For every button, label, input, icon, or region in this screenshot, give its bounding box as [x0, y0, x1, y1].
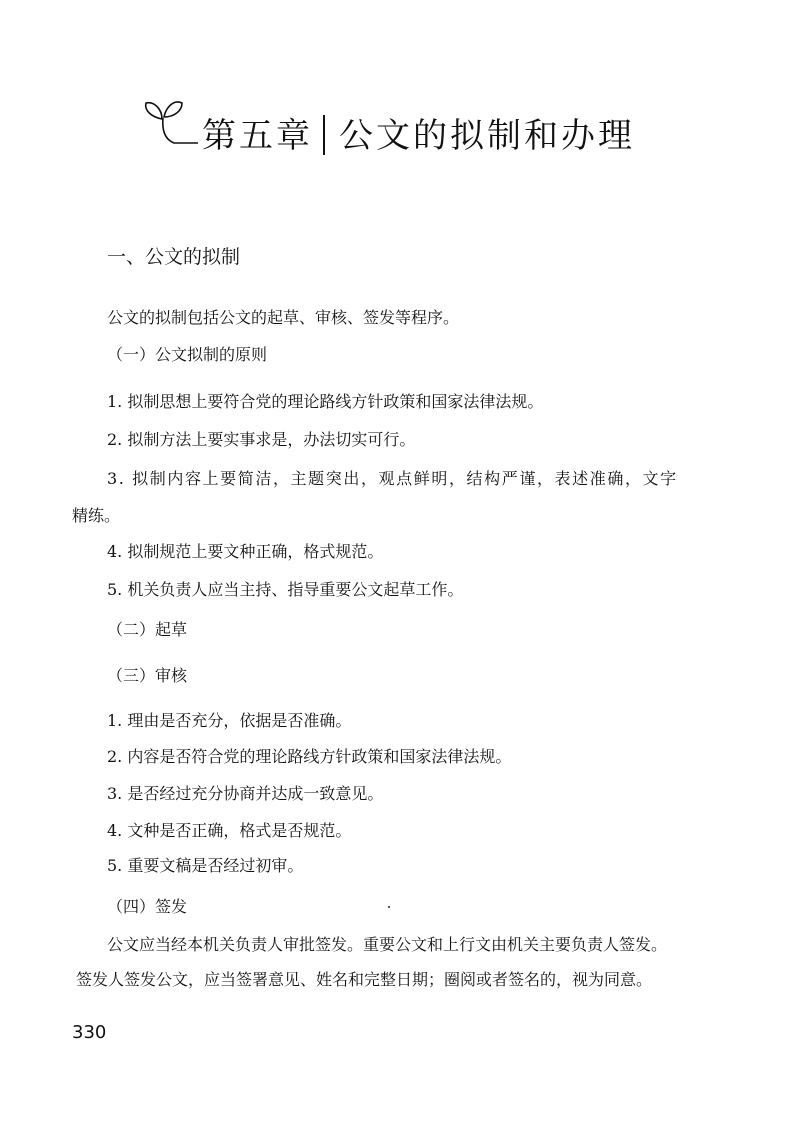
- principle-item: 4. 拟制规范上要文种正确，格式规范。: [107, 542, 384, 561]
- chapter-header: [140, 95, 700, 175]
- review-heading: （三）审核: [107, 666, 188, 685]
- principle-item: 3. 拟制内容上要简洁，主题突出，观点鲜明，结构严谨，表述准确，文字: [107, 469, 678, 488]
- scan-speck: [388, 906, 390, 908]
- title-divider: [323, 115, 325, 155]
- review-item: 1. 理由是否充分，依据是否准确。: [107, 711, 352, 730]
- review-item: 4. 文种是否正确，格式是否规范。: [107, 821, 352, 840]
- principle-item: 5. 机关负责人应当主持、指导重要公文起草工作。: [107, 580, 464, 599]
- sprout-icon: [140, 95, 202, 155]
- chapter-subtitle: 公文的拟制和办理: [339, 116, 635, 156]
- chapter-title: [202, 115, 635, 155]
- signing-paragraph-line: 公文应当经本机关负责人审批签发。重要公文和上行文由机关主要负责人签发。: [107, 935, 668, 954]
- signing-heading: （四）签发: [107, 897, 188, 916]
- principle-item-continued: 精练。: [72, 506, 121, 525]
- principle-item: 1. 拟制思想上要符合党的理论路线方针政策和国家法律法规。: [107, 392, 544, 411]
- chapter-number: 第五章: [202, 116, 313, 156]
- principle-item: 2. 拟制方法上要实事求是，办法切实可行。: [107, 430, 416, 449]
- page-number: 330: [72, 1022, 107, 1043]
- signing-paragraph-line: 签发人签发公文，应当签署意见、姓名和完整日期；圈阅或者签名的，视为同意。: [76, 970, 653, 989]
- review-item: 5. 重要文稿是否经过初审。: [107, 856, 304, 875]
- review-item: 2. 内容是否符合党的理论路线方针政策和国家法律法规。: [107, 747, 512, 766]
- drafting-heading: （二）起草: [107, 620, 188, 639]
- review-item: 3. 是否经过充分协商并达成一致意见。: [107, 784, 384, 803]
- intro-text: 公文的拟制包括公文的起草、审核、签发等程序。: [107, 308, 460, 327]
- principles-heading: （一）公文拟制的原则: [107, 345, 268, 364]
- section-heading: 一、公文的拟制: [107, 246, 241, 268]
